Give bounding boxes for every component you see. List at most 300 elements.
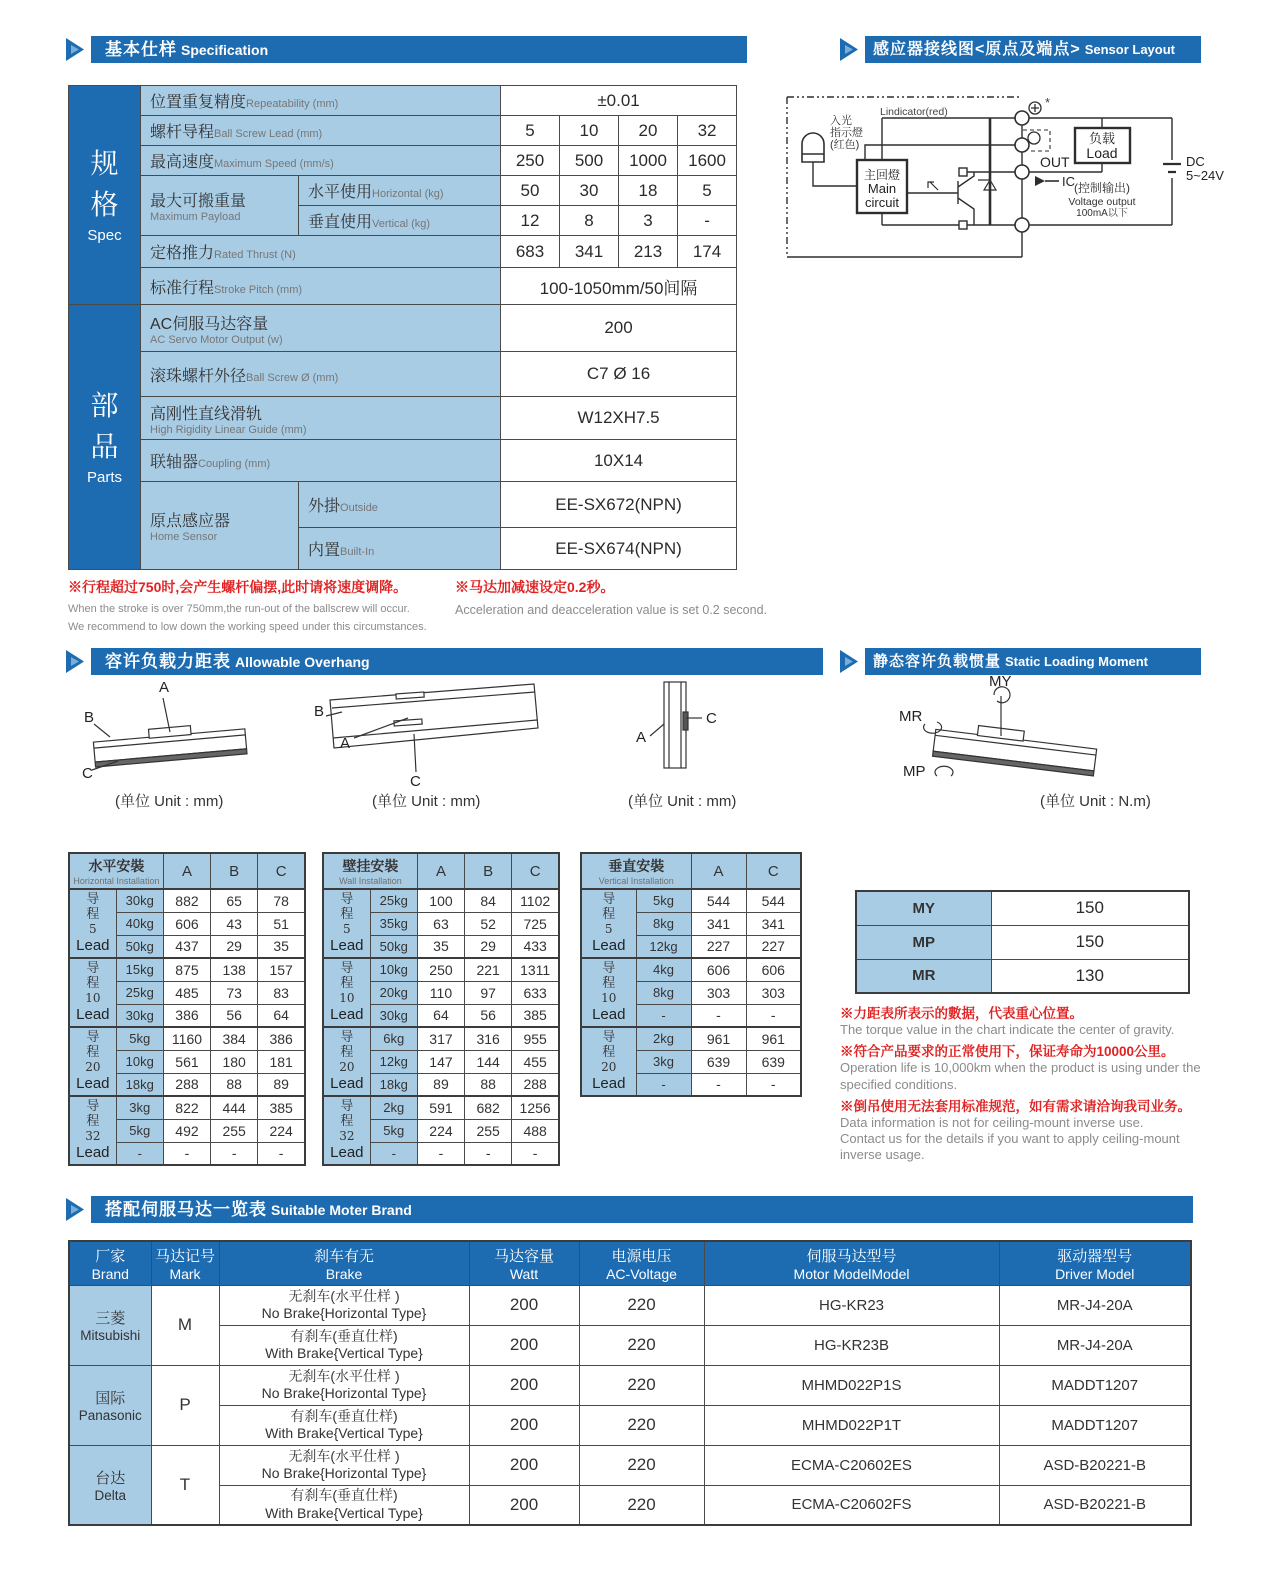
overhang-col-header: C xyxy=(512,853,559,889)
overhang-col-header: A xyxy=(417,853,464,889)
overhang-value-cell: 78 xyxy=(258,889,305,912)
payload-weight-cell: - xyxy=(370,1142,417,1165)
moment-row-label: MP xyxy=(856,925,991,959)
label-zh: 最高速度 xyxy=(150,154,215,171)
payload-weight-cell: 15kg xyxy=(116,958,163,981)
spec-value: 12 xyxy=(501,206,560,236)
overhang-value-cell: 385 xyxy=(512,1004,559,1027)
spec-value: 500 xyxy=(560,146,619,176)
mark-cell: M xyxy=(151,1285,219,1365)
section-title-zh: 感应器接线图<原点及端点> xyxy=(873,41,1081,58)
overhang-table-title: 壁挂安裝 Wall Installation xyxy=(323,853,417,889)
mark-cell: P xyxy=(151,1365,219,1445)
overhang-illustrations xyxy=(64,676,824,806)
lead-group-label: 导 程 10 Lead xyxy=(323,958,370,1027)
note-en-line: Operation life is 10,000km when the product is using under the specified conditions. xyxy=(840,1060,1201,1092)
overhang-value-cell: 52 xyxy=(465,912,512,935)
note-en-line: Contact us for the details if you want to apply ceiling-mount inverse usage. xyxy=(840,1131,1180,1163)
payload-weight-cell: 5kg xyxy=(116,1027,163,1050)
overhang-value-cell: - xyxy=(465,1142,512,1165)
overhang-value-cell: 1256 xyxy=(512,1096,559,1119)
overhang-value-cell: 341 xyxy=(691,912,746,935)
watt-cell: 200 xyxy=(469,1365,579,1405)
overhang-value-cell: 255 xyxy=(465,1119,512,1142)
motor-model-cell: HG-KR23B xyxy=(704,1325,999,1365)
spec-row-label xyxy=(141,268,501,305)
brand-cell: 台达 Delta xyxy=(69,1445,151,1525)
spec-value: 20 xyxy=(619,116,678,146)
voltage-cell: 220 xyxy=(579,1485,704,1525)
spec-value: EE-SX674(NPN) xyxy=(501,528,737,570)
motor-col-header: 驱动器型号 Driver Model xyxy=(999,1241,1191,1285)
spec-value: 8 xyxy=(560,206,619,236)
voltage-cell: 220 xyxy=(579,1445,704,1485)
lead-group-label: 导 程 10 Lead xyxy=(581,958,636,1027)
overhang-value-cell: - xyxy=(691,1004,746,1027)
section-arrow-icon xyxy=(64,36,86,63)
label-en: Home Sensor xyxy=(150,531,218,543)
overhang-value-cell: 110 xyxy=(417,981,464,1004)
motor-col-header: 刹车有无 Brake xyxy=(219,1241,469,1285)
payload-weight-cell: 30kg xyxy=(116,889,163,912)
overhang-value-cell: - xyxy=(211,1142,258,1165)
motor-col-header: 马达容量 Watt xyxy=(469,1241,579,1285)
overhang-col-header: B xyxy=(211,853,258,889)
load-label: 负载 xyxy=(1088,131,1116,146)
overhang-value-cell: 288 xyxy=(512,1073,559,1096)
payload-weight-cell: 2kg xyxy=(370,1096,417,1119)
overhang-col-header: C xyxy=(746,853,801,889)
overhang-value-cell: 455 xyxy=(512,1050,559,1073)
label-en: Vertical (kg) xyxy=(372,218,431,230)
spec-value: 5 xyxy=(501,116,560,146)
overhang-value-cell: 35 xyxy=(258,935,305,958)
band-label: Spec xyxy=(87,227,122,245)
spec-value: EE-SX672(NPN) xyxy=(501,482,737,528)
label-zh: 定格推力 xyxy=(150,245,215,262)
overhang-value-cell: 43 xyxy=(211,912,258,935)
overhang-col-header: B xyxy=(465,853,512,889)
led-label: 入光 xyxy=(830,115,852,127)
note-en-line: The torque value in the chart indicate the center of gravity. xyxy=(840,1022,1175,1037)
overhang-value-cell: 89 xyxy=(417,1073,464,1096)
overhang-value-cell: 385 xyxy=(258,1096,305,1119)
note-en-line: When the stroke is over 750mm,the run-out of the ballscrew will occur. xyxy=(68,603,410,615)
label-en: Built-In xyxy=(340,546,375,558)
label-en: Maximum Payload xyxy=(150,211,241,223)
spec-row-label xyxy=(141,440,501,482)
moment-notes xyxy=(840,1000,1212,1164)
load-label: Load xyxy=(1086,145,1118,161)
spec-value: 30 xyxy=(560,176,619,206)
section-header-overhang xyxy=(64,648,823,675)
motor-col-header: 电源电压 AC-Voltage xyxy=(579,1241,704,1285)
unit-caption: (单位 Unit : mm) xyxy=(628,793,737,810)
dim-label-c: C xyxy=(82,765,93,782)
label-en: Repeatability (mm) xyxy=(246,98,339,110)
overhang-value-cell: 147 xyxy=(417,1050,464,1073)
label-zh: 螺杆导程 xyxy=(150,124,215,141)
dim-label-a: A xyxy=(159,679,170,696)
payload-weight-cell: 10kg xyxy=(116,1050,163,1073)
section-arrow-icon xyxy=(64,648,86,675)
overhang-value-cell: 227 xyxy=(746,935,801,958)
overhang-value-cell: 63 xyxy=(417,912,464,935)
moment-row-value: 150 xyxy=(991,925,1189,959)
motor-col-header: 厂家 Brand xyxy=(69,1241,151,1285)
section-bar xyxy=(91,36,747,63)
overhang-value-cell: 1160 xyxy=(163,1027,210,1050)
overhang-value-cell: - xyxy=(512,1142,559,1165)
motor-model-cell: ECMA-C20602ES xyxy=(704,1445,999,1485)
label-zh: 内置 xyxy=(308,542,341,559)
overhang-value-cell: - xyxy=(258,1142,305,1165)
section-title-en: Specification xyxy=(181,42,269,58)
note-en-line: Acceleration and deacceleration value is set 0.2 second. xyxy=(455,603,767,617)
note-en-line: We recommend to low down the working speed under this circumstances. xyxy=(68,621,427,633)
voltage-cell: 220 xyxy=(579,1285,704,1325)
overhang-value-cell: 485 xyxy=(163,981,210,1004)
spec-note-right xyxy=(455,577,785,617)
spec-band-spec xyxy=(69,86,141,305)
overhang-value-cell: 88 xyxy=(211,1073,258,1096)
moment-label-mp: MP xyxy=(903,763,926,780)
overhang-table-title: 垂直安裝 Vertical Installation xyxy=(581,853,691,889)
spec-row-label xyxy=(141,482,299,570)
overhang-value-cell: 64 xyxy=(258,1004,305,1027)
overhang-value-cell: 29 xyxy=(211,935,258,958)
spec-row-label xyxy=(141,146,501,176)
spec-band-parts xyxy=(69,305,141,570)
overhang-value-cell: 56 xyxy=(211,1004,258,1027)
spec-value: 10 xyxy=(560,116,619,146)
unit-caption: (单位 Unit : mm) xyxy=(115,793,224,810)
spec-row-label xyxy=(141,305,501,352)
moment-row-value: 150 xyxy=(991,891,1189,925)
overhang-value-cell: 488 xyxy=(512,1119,559,1142)
main-circuit-label: 主回燈 xyxy=(863,168,901,182)
section-title-zh: 搭配伺服马达一览表 xyxy=(105,1200,267,1219)
overhang-value-cell: 444 xyxy=(211,1096,258,1119)
payload-weight-cell: - xyxy=(116,1142,163,1165)
overhang-col-header: A xyxy=(163,853,210,889)
overhang-value-cell: 961 xyxy=(691,1027,746,1050)
control-output-label: Voltage output xyxy=(1068,196,1136,208)
overhang-value-cell: 875 xyxy=(163,958,210,981)
overhang-value-cell: - xyxy=(163,1142,210,1165)
spec-sub-label xyxy=(299,206,501,236)
band-char: 部 xyxy=(90,389,119,421)
overhang-value-cell: 56 xyxy=(465,1004,512,1027)
section-bar xyxy=(91,1196,1193,1223)
dim-label-c: C xyxy=(706,710,717,727)
driver-model-cell: ASD-B20221-B xyxy=(999,1485,1191,1525)
payload-weight-cell: 50kg xyxy=(116,935,163,958)
control-output-label: 100mA以下 xyxy=(1076,208,1128,219)
payload-weight-cell: 8kg xyxy=(636,912,691,935)
dc-label: 5~24V xyxy=(1186,168,1224,183)
spec-value: 18 xyxy=(619,176,678,206)
overhang-value-cell: 955 xyxy=(512,1027,559,1050)
section-title-zh: 容许负载力距表 xyxy=(105,652,231,671)
voltage-cell: 220 xyxy=(579,1405,704,1445)
overhang-value-cell: 97 xyxy=(465,981,512,1004)
dim-label-c: C xyxy=(410,773,421,790)
spec-value: W12XH7.5 xyxy=(501,397,737,440)
overhang-value-cell: 606 xyxy=(691,958,746,981)
overhang-value-cell: 822 xyxy=(163,1096,210,1119)
watt-cell: 200 xyxy=(469,1285,579,1325)
overhang-value-cell: 316 xyxy=(465,1027,512,1050)
overhang-value-cell: 250 xyxy=(417,958,464,981)
section-arrow-icon xyxy=(838,36,860,63)
brand-cell: 国际 Panasonic xyxy=(69,1365,151,1445)
overhang-value-cell: 384 xyxy=(211,1027,258,1050)
band-label: Parts xyxy=(86,469,122,487)
voltage-cell: 220 xyxy=(579,1365,704,1405)
overhang-table-wall xyxy=(322,852,560,1166)
overhang-value-cell: 64 xyxy=(417,1004,464,1027)
overhang-value-cell: 1102 xyxy=(512,889,559,912)
overhang-value-cell: 633 xyxy=(512,981,559,1004)
spec-value: 1600 xyxy=(678,146,737,176)
section-title-zh: 基本仕样 xyxy=(105,40,177,59)
overhang-value-cell: 73 xyxy=(211,981,258,1004)
label-zh: 高刚性直线滑轨 xyxy=(150,405,263,423)
section-header-motor xyxy=(64,1196,1193,1223)
motor-brand-table xyxy=(68,1240,1192,1526)
lead-group-label: 导 程 32 Lead xyxy=(323,1096,370,1165)
moment-row-label: MY xyxy=(856,891,991,925)
section-bar xyxy=(91,648,823,675)
overhang-value-cell: 224 xyxy=(258,1119,305,1142)
section-title-en: Sensor Layout xyxy=(1084,42,1175,57)
driver-model-cell: MADDT1207 xyxy=(999,1365,1191,1405)
note-red-line: ※符合产品要求的正常使用下，保证寿命为10000公里。 xyxy=(840,1044,1175,1060)
lead-group-label: 导 程 32 Lead xyxy=(69,1096,116,1165)
spec-sub-label xyxy=(299,176,501,206)
motor-col-header: 伺服马达型号 Motor ModelModel xyxy=(704,1241,999,1285)
section-title-zh: 静态容许负载惯量 xyxy=(873,653,1002,670)
label-zh: 滚珠螺杆外径 xyxy=(150,367,247,385)
voltage-cell: 220 xyxy=(579,1325,704,1365)
overhang-value-cell: 181 xyxy=(258,1050,305,1073)
overhang-value-cell: 591 xyxy=(417,1096,464,1119)
overhang-value-cell: - xyxy=(417,1142,464,1165)
moment-row-value: 130 xyxy=(991,959,1189,993)
moment-table xyxy=(855,890,1190,994)
band-char: 格 xyxy=(90,188,119,220)
section-title-en: Allowable Overhang xyxy=(235,654,370,670)
overhang-col-header: C xyxy=(258,853,305,889)
payload-weight-cell: 8kg xyxy=(636,981,691,1004)
spec-sub-label xyxy=(299,482,501,528)
section-header-spec xyxy=(64,36,747,63)
section-header-moment xyxy=(838,648,1201,675)
section-bar xyxy=(865,36,1201,63)
payload-weight-cell: 35kg xyxy=(370,912,417,935)
spec-row-label xyxy=(141,352,501,397)
note-red-line: ※马达加减速设定0.2秒。 xyxy=(455,579,615,595)
overhang-table-vertical xyxy=(580,852,802,1097)
overhang-value-cell: 682 xyxy=(465,1096,512,1119)
overhang-value-cell: 492 xyxy=(163,1119,210,1142)
label-en: Maximum Speed (mm/s) xyxy=(214,158,334,170)
label-zh: 水平使用 xyxy=(308,184,373,201)
note-red-line: ※倒吊使用无法套用标准规范，如有需求请洽询我司业务。 xyxy=(840,1098,1191,1114)
dc-label: DC xyxy=(1186,154,1205,169)
star-mark: * xyxy=(1045,95,1051,110)
band-char: 规 xyxy=(90,147,119,179)
payload-weight-cell: 4kg xyxy=(636,958,691,981)
spec-value: 5 xyxy=(678,176,737,206)
spec-row-label xyxy=(141,86,501,116)
overhang-value-cell: 317 xyxy=(417,1027,464,1050)
overhang-value-cell: 639 xyxy=(691,1050,746,1073)
spec-value: ±0.01 xyxy=(501,86,737,116)
payload-weight-cell: 30kg xyxy=(116,1004,163,1027)
overhang-value-cell: 88 xyxy=(465,1073,512,1096)
label-zh: 外掛 xyxy=(308,498,341,515)
spec-row-label xyxy=(141,116,501,146)
spec-row-label xyxy=(141,397,501,440)
payload-weight-cell: 3kg xyxy=(636,1050,691,1073)
payload-weight-cell: 3kg xyxy=(116,1096,163,1119)
lead-group-label: 导 程 5 Lead xyxy=(323,889,370,958)
unit-caption: (单位 Unit : N.m) xyxy=(1040,793,1151,810)
overhang-value-cell: 606 xyxy=(746,958,801,981)
label-en: Ball Screw Lead (mm) xyxy=(214,128,323,140)
overhang-table-horizontal xyxy=(68,852,306,1166)
motor-model-cell: ECMA-C20602FS xyxy=(704,1485,999,1525)
spec-value: 3 xyxy=(619,206,678,236)
indicator-label: Lindicator(red) xyxy=(880,106,948,118)
overhang-value-cell: 84 xyxy=(465,889,512,912)
overhang-table-title: 水平安裝 Horizontal Installation xyxy=(69,853,163,889)
dim-label-a: A xyxy=(340,735,351,752)
section-title-en: Static Loading Moment xyxy=(1005,654,1149,669)
label-zh: 位置重复精度 xyxy=(150,94,247,111)
watt-cell: 200 xyxy=(469,1405,579,1445)
motor-model-cell: HG-KR23 xyxy=(704,1285,999,1325)
payload-weight-cell: 5kg xyxy=(116,1119,163,1142)
payload-weight-cell: 5kg xyxy=(370,1119,417,1142)
spec-value: 50 xyxy=(501,176,560,206)
moment-illustration xyxy=(855,672,1200,807)
payload-weight-cell: 18kg xyxy=(370,1073,417,1096)
overhang-value-cell: 89 xyxy=(258,1073,305,1096)
mark-cell: T xyxy=(151,1445,219,1525)
overhang-value-cell: 157 xyxy=(258,958,305,981)
lead-group-label: 导 程 5 Lead xyxy=(69,889,116,958)
overhang-value-cell: 341 xyxy=(746,912,801,935)
section-bar xyxy=(865,648,1201,675)
label-zh: 垂直使用 xyxy=(308,214,373,231)
spec-value: 683 xyxy=(501,236,560,268)
payload-weight-cell: 18kg xyxy=(116,1073,163,1096)
section-title-en: Suitable Moter Brand xyxy=(271,1202,412,1218)
overhang-value-cell: 725 xyxy=(512,912,559,935)
overhang-value-cell: 561 xyxy=(163,1050,210,1073)
moment-label-mr: MR xyxy=(899,708,923,725)
lead-group-label: 导 程 20 Lead xyxy=(323,1027,370,1096)
brand-cell: 三菱 Mitsubishi xyxy=(69,1285,151,1365)
out-label: OUT xyxy=(1040,154,1070,170)
label-en: Coupling (mm) xyxy=(198,458,271,470)
note-en-line: Data information is not for ceiling-mount inverse use. xyxy=(840,1114,1144,1130)
brake-cell: 无刹车(水平仕样 ) No Brake{Horizontal Type} xyxy=(219,1285,469,1325)
overhang-value-cell: 180 xyxy=(211,1050,258,1073)
spec-value: C7 Ø 16 xyxy=(501,352,737,397)
overhang-value-cell: 221 xyxy=(465,958,512,981)
note-red-line: ※力距表所表示的數据，代表重心位置。 xyxy=(840,1006,1083,1021)
payload-weight-cell: - xyxy=(636,1004,691,1027)
spec-value: 341 xyxy=(560,236,619,268)
lead-group-label: 导 程 10 Lead xyxy=(69,958,116,1027)
spec-value: 250 xyxy=(501,146,560,176)
overhang-value-cell: 255 xyxy=(211,1119,258,1142)
label-zh: 标准行程 xyxy=(150,279,215,297)
spec-value: 10X14 xyxy=(501,440,737,482)
overhang-value-cell: 1311 xyxy=(512,958,559,981)
watt-cell: 200 xyxy=(469,1325,579,1365)
overhang-value-cell: 639 xyxy=(746,1050,801,1073)
motor-model-cell: MHMD022P1S xyxy=(704,1365,999,1405)
payload-weight-cell: 12kg xyxy=(636,935,691,958)
overhang-value-cell: 386 xyxy=(258,1027,305,1050)
label-en: Horizontal (kg) xyxy=(372,188,444,200)
payload-weight-cell: 25kg xyxy=(370,889,417,912)
spec-row-label xyxy=(141,236,501,268)
label-zh: AC伺服马达容量 xyxy=(150,315,269,333)
spec-value: 32 xyxy=(678,116,737,146)
overhang-value-cell: - xyxy=(746,1004,801,1027)
led-label: 指示燈 xyxy=(830,127,863,139)
lead-group-label: 导 程 20 Lead xyxy=(581,1027,636,1096)
spec-value: 213 xyxy=(619,236,678,268)
brake-cell: 有刹车(垂直仕样) With Brake{Vertical Type} xyxy=(219,1405,469,1445)
payload-weight-cell: - xyxy=(636,1073,691,1096)
overhang-value-cell: 224 xyxy=(417,1119,464,1142)
overhang-value-cell: 961 xyxy=(746,1027,801,1050)
dim-label-a: A xyxy=(636,729,647,746)
moment-label-my: MY xyxy=(989,673,1012,690)
section-header-sensor xyxy=(838,36,1201,63)
payload-weight-cell: 5kg xyxy=(636,889,691,912)
spec-value: 1000 xyxy=(619,146,678,176)
section-arrow-icon xyxy=(64,1196,86,1223)
overhang-value-cell: - xyxy=(746,1073,801,1096)
overhang-value-cell: 35 xyxy=(417,935,464,958)
sensor-wiring-diagram xyxy=(762,86,1252,271)
main-circuit-label: Main xyxy=(867,181,897,196)
driver-model-cell: MADDT1207 xyxy=(999,1405,1191,1445)
driver-model-cell: MR-J4-20A xyxy=(999,1325,1191,1365)
brake-cell: 无刹车(水平仕样 ) No Brake{Horizontal Type} xyxy=(219,1365,469,1405)
section-arrow-icon xyxy=(838,648,860,675)
driver-model-cell: ASD-B20221-B xyxy=(999,1445,1191,1485)
dim-label-b: B xyxy=(84,709,95,726)
payload-weight-cell: 2kg xyxy=(636,1027,691,1050)
overhang-value-cell: 433 xyxy=(512,935,559,958)
moment-row-label: MR xyxy=(856,959,991,993)
overhang-value-cell: - xyxy=(691,1073,746,1096)
overhang-value-cell: 138 xyxy=(211,958,258,981)
overhang-value-cell: 303 xyxy=(691,981,746,1004)
payload-weight-cell: 25kg xyxy=(116,981,163,1004)
spec-row-label xyxy=(141,176,299,236)
driver-model-cell: MR-J4-20A xyxy=(999,1285,1191,1325)
